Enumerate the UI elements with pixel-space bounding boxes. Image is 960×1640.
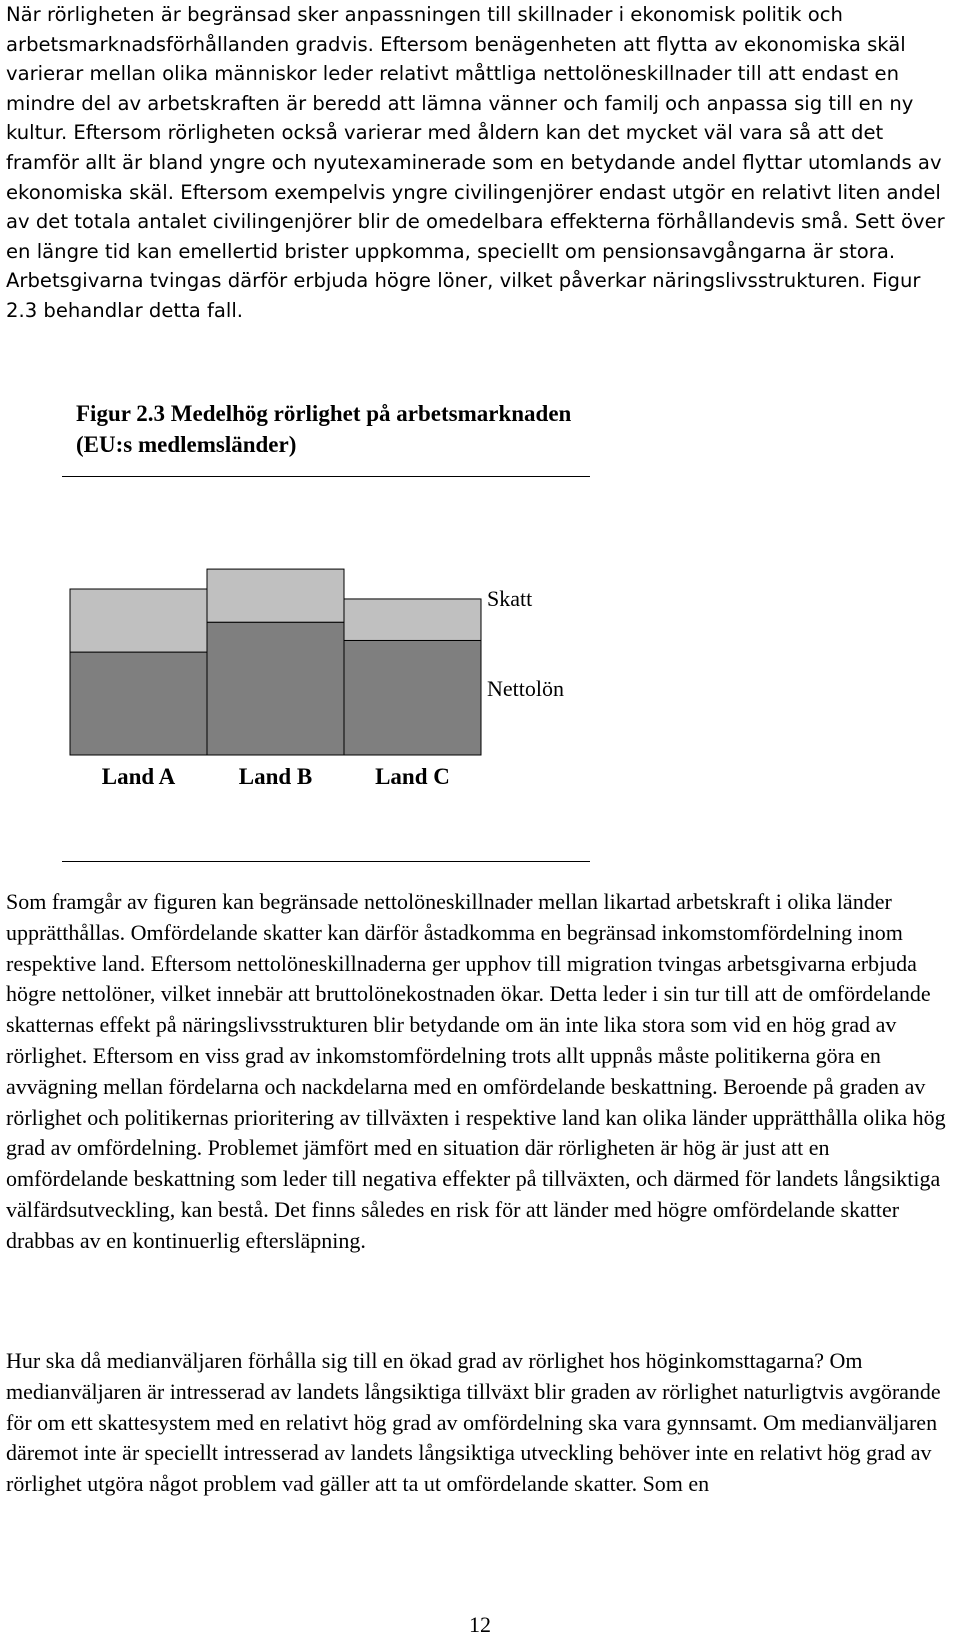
- figure-top-rule: [62, 476, 590, 477]
- figure-title-line-1: Figur 2.3 Medelhög rörlighet på arbetsmarknaden: [76, 401, 572, 426]
- bar-land-b-nettolön: [207, 622, 344, 755]
- chart-category-labels: [102, 764, 450, 789]
- legend-label-nettolön: Nettolön: [487, 676, 564, 701]
- paragraph-after-figure: Som framgår av figuren kan begränsade nettolöneskillnader mellan likartad arbetskraft i olika länder upprätthållas. Omfördelande skatter kan därför åstadkomma en begränsad inkomstomfördelning inom respektive land. Eftersom nettolöneskillnaderna ger upphov till migration tvingas arbetsgivarna erbjuda högre nettolöner, vilket innebär att bruttolönekostnaden ökar. Detta leder i sin tur till att de omfördelande skatternas effekt på näringslivsstrukturen blir betydande om än inte lika stora som vid en hög grad av rörlighet. Eftersom en viss grad av inkomstomfördelning trots allt uppnås måste politikerna göra en avvägning mellan fördelarna och nackdelarna med en omfördelande beskattning. Beroende på graden av rörlighet och politikernas prioritering av tillväxten i respektive land kan olika länder upprätthålla olika hög grad av omfördelning. Problemet jämfört med en situation där rörligheten är hög är just att en omfördelande beskattning som leder till negativa effekter på tillväxten, och därmed för landets långsiktiga välfärdsutveckling, kan bestå. Det finns således en risk för att länder med högre omfördelande skatter drabbas av en kontinuerlig eftersläpning.: [6, 889, 946, 1253]
- bar-land-c-nettolön: [344, 640, 481, 755]
- bar-land-a-skatt: [70, 589, 207, 652]
- chart-bars: [70, 569, 481, 755]
- bar-land-c-skatt: [344, 599, 481, 640]
- figure-bottom-rule: [62, 861, 590, 862]
- category-label-land-c: Land C: [375, 764, 450, 789]
- chart-legend: [487, 586, 564, 701]
- bar-land-b-skatt: [207, 569, 344, 622]
- category-label-land-b: Land B: [238, 764, 313, 789]
- bar-land-a-nettolön: [70, 652, 207, 755]
- intro-paragraph: När rörligheten är begränsad sker anpassningen till skillnader i ekonomisk politik och arbetsmarknadsförhållanden gradvis. Eftersom benägenheten att flytta av ekonomiska skäl varierar mellan olika människor leder relativt måttliga nettolöneskillnader till att endast en mindre del av arbetskraften är beredd att lämna vänner och familj och anpassa sig till en ny kultur. Eftersom rörligheten också varierar med åldern kan det mycket väl vara så att det framför allt är bland yngre och nyutexaminerade som en betydande andel flyttar utomlands av ekonomiska skäl. Eftersom exempelvis yngre civilingenjörer endast utgör en relativt liten andel av det totala antalet civilingenjörer blir de omedelbara effekterna förhållandevis små. Sett över en längre tid kan emellertid brister uppkomma, speciellt om pensionsavgångarna är stora. Arbetsgivarna tvingas därför erbjuda högre löner, vilket påverkar näringslivsstrukturen. Figur 2.3 behandlar detta fall.: [6, 3, 945, 322]
- stacked-bar-chart: [0, 500, 960, 830]
- paragraph-median-voter: Hur ska då medianväljaren förhålla sig till en ökad grad av rörlighet hos höginkomsttagarna? Om medianväljaren är intresserad av landets långsiktiga tillväxt blir graden av rörlighet naturligtvis avgörande för om ett skattesystem med en relativt hög grad av omfördelning ska vara gynnsamt. Om medianväljaren däremot inte är speciellt intresserad av landets långsiktiga utveckling behöver inte en relativt hög grad av rörlighet utgöra något problem vad gäller att ta ut omfördelande skatter. Som en: [6, 1348, 941, 1497]
- legend-label-skatt: Skatt: [487, 586, 533, 611]
- figure-title: [76, 398, 696, 460]
- category-label-land-a: Land A: [101, 764, 176, 789]
- page-number: 12: [469, 1612, 491, 1637]
- figure-title-line-2: (EU:s medlemsländer): [76, 432, 297, 457]
